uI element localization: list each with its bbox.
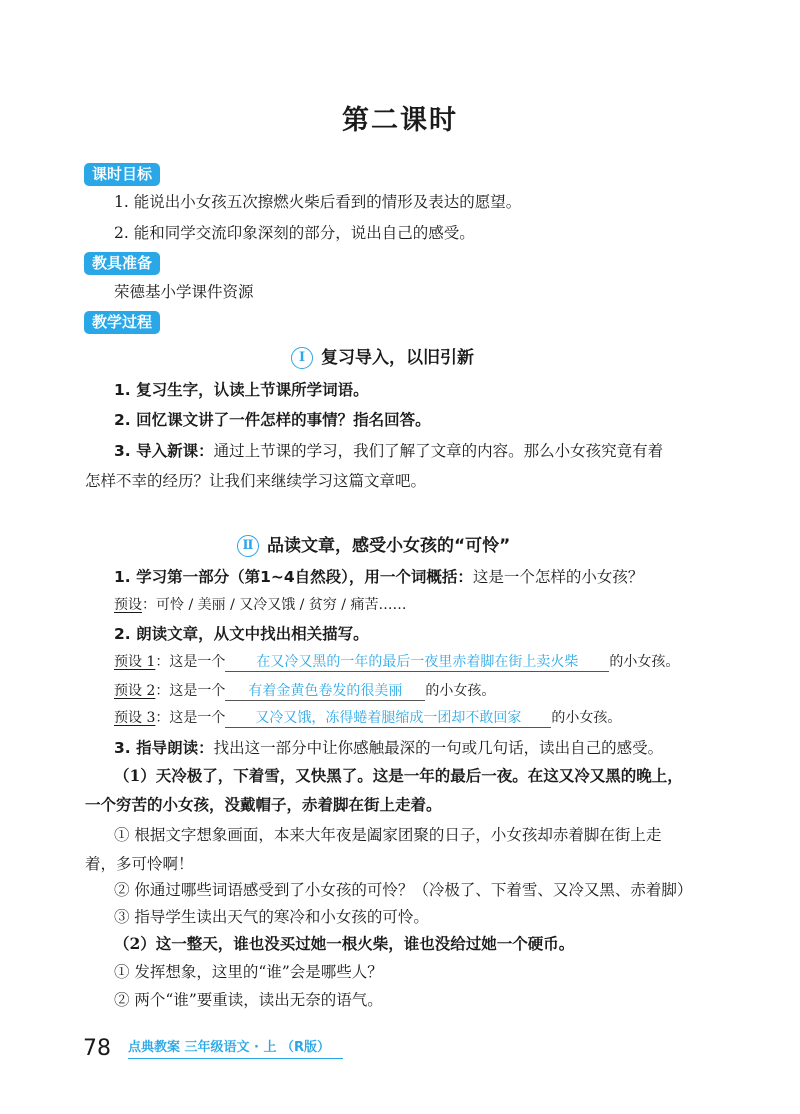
preset-1-after: 的小女孩。 xyxy=(609,654,680,670)
question-1 xyxy=(114,567,643,587)
preset-2-after: 的小女孩。 xyxy=(425,683,496,699)
item-3-text: 通过上节课的学习，我们了解了文章的内容。那么小女孩究竟有着 xyxy=(213,442,664,460)
review-item-1: 1. 复习生字，认读上节课所学词语。 xyxy=(114,381,369,399)
preset-2 xyxy=(114,681,495,701)
preset-3-before: ：这是一个 xyxy=(155,710,226,726)
point-3: ③ 指导学生读出天气的寒冷和小女孩的可怜。 xyxy=(114,908,429,926)
preset-1 xyxy=(114,652,679,672)
page-title: 第二课时 xyxy=(342,105,458,136)
preset-1-label: 预设 1 xyxy=(114,654,156,670)
item-3-label: 3. 导入新课： xyxy=(114,442,214,460)
tag-tools: 教具准备 xyxy=(84,252,160,275)
quote-2: （2）这一整天，谁也没买过她一根火柴，谁也没给过她一个硬币。 xyxy=(114,934,575,953)
point-4: ① 发挥想象，这里的“谁”会是哪些人？ xyxy=(114,963,383,981)
quote-1-line-2: 一个穷苦的小女孩，没戴帽子，赤着脚在街上走着。 xyxy=(85,795,442,814)
question-3-text: 找出这一部分中让你感触最深的一句或几句话，读出自己的感受。 xyxy=(213,739,664,757)
goal-1: 1. 能说出小女孩五次擦燃火柴后看到的情形及表达的愿望。 xyxy=(114,193,522,211)
section-2-heading xyxy=(237,531,510,557)
section-1-title: 复习导入，以旧引新 xyxy=(321,348,474,368)
quote-1-line-1: （1）天冷极了，下着雪，又快黑了。这是一年的最后一夜。在这又冷又黑的晚上， xyxy=(114,766,683,785)
review-item-3-cont: 怎样不幸的经历？让我们来继续学习这篇文章吧。 xyxy=(85,472,427,490)
question-1-text: 这是一个怎样的小女孩？ xyxy=(472,568,644,586)
preset-2-before: ：这是一个 xyxy=(155,683,226,699)
footer-book-title: 点典教案 三年级语文 · 上 （R版） xyxy=(128,1036,343,1059)
review-item-2: 2. 回忆课文讲了一件怎样的事情？指名回答。 xyxy=(114,411,431,429)
preset-1-before: ：这是一个 xyxy=(155,654,226,670)
preset-words xyxy=(114,595,406,615)
preset-2-label: 预设 2 xyxy=(114,683,156,699)
point-1-line-2: 着，多可怜啊！ xyxy=(85,855,194,873)
page-number: 78 xyxy=(83,1036,111,1061)
preset-1-fill: 在又冷又黑的一年的最后一夜里赤着脚在街上卖火柴 xyxy=(225,653,609,672)
roman-numeral-icon: Ⅰ xyxy=(291,347,313,369)
point-1-line-1: ① 根据文字想象画面，本来大年夜是阖家团聚的日子，小女孩却赤着脚在街上走 xyxy=(114,826,662,844)
question-2: 2. 朗读文章，从文中找出相关描写。 xyxy=(114,625,369,643)
preset-label: 预设 xyxy=(114,597,142,613)
point-5: ② 两个“谁”要重读，读出无奈的语气。 xyxy=(114,991,383,1009)
preset-words-text: ：可怜 / 美丽 / 又冷又饿 / 贫穷 / 痛苦…… xyxy=(142,597,407,613)
tools-text: 荣德基小学课件资源 xyxy=(114,283,254,301)
question-3 xyxy=(114,738,663,758)
tag-process: 教学过程 xyxy=(84,311,160,334)
question-1-label: 1. 学习第一部分（第1~4自然段），用一个词概括： xyxy=(114,568,473,586)
question-3-label: 3. 指导朗读： xyxy=(114,739,214,757)
section-2-title: 品读文章，感受小女孩的“可怜” xyxy=(267,536,511,556)
preset-3-label: 预设 3 xyxy=(114,710,156,726)
review-item-3 xyxy=(114,441,663,461)
section-1-heading xyxy=(291,343,474,369)
goal-2: 2. 能和同学交流印象深刻的部分，说出自己的感受。 xyxy=(114,224,475,242)
preset-3 xyxy=(114,708,621,728)
tag-lesson-goal: 课时目标 xyxy=(84,163,160,186)
preset-2-fill: 有着金黄色卷发的很美丽 xyxy=(225,682,425,701)
roman-numeral-icon: Ⅱ xyxy=(237,535,259,557)
point-2: ② 你通过哪些词语感受到了小女孩的可怜？（冷极了、下着雪、又冷又黑、赤着脚） xyxy=(114,881,693,899)
preset-3-fill: 又冷又饿，冻得蜷着腿缩成一团却不敢回家 xyxy=(225,709,551,728)
preset-3-after: 的小女孩。 xyxy=(551,710,622,726)
